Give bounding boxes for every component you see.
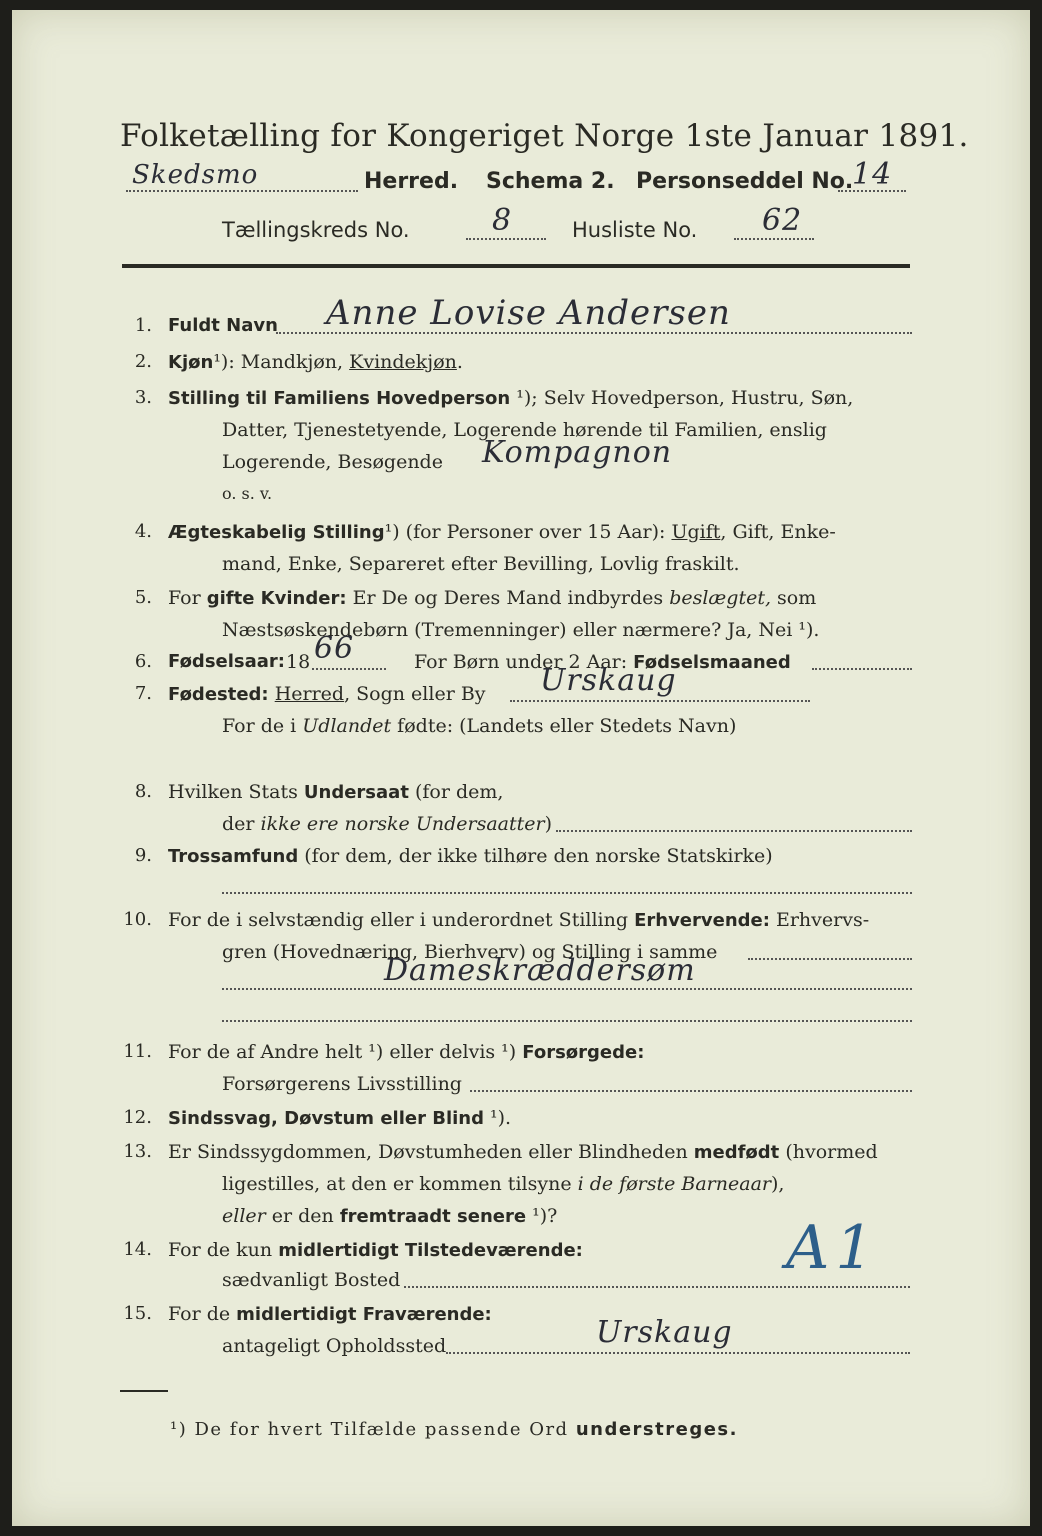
birthplace-dotted-line xyxy=(510,700,810,702)
childhood-text: i de første Barneaar xyxy=(577,1173,771,1195)
congenital-label: medfødt xyxy=(693,1142,780,1163)
text: Hvilken Stats xyxy=(168,781,304,803)
family-position-osv: o. s. v. xyxy=(222,484,273,503)
later-onset-label: fremtraadt senere xyxy=(339,1206,527,1227)
herred-label: Herred. xyxy=(364,169,459,194)
birth-month-dotted-line xyxy=(812,668,912,670)
item-number: 13. xyxy=(123,1141,152,1162)
temporary-absent-line-1 xyxy=(168,1302,492,1327)
birthplace-handwritten-value: Urskaug xyxy=(540,663,677,698)
family-position-line-1 xyxy=(168,386,853,411)
text: der xyxy=(222,813,261,835)
usual-residence-dotted-line xyxy=(404,1286,910,1288)
family-position-handwritten-value: Kompagnon xyxy=(482,435,673,470)
disability-label: Sindssvag, Døvstum eller Blind xyxy=(168,1108,484,1129)
temporary-present-line-2: sædvanligt Bosted xyxy=(222,1269,401,1291)
non-norwegian-text: ikke ere norske Undersaatter xyxy=(260,813,545,835)
probable-residence-handwritten-value: Urskaug xyxy=(596,1315,733,1350)
text: Er De og Deres Mand indbyrdes xyxy=(346,587,670,609)
footnote-mark: ¹). xyxy=(483,1107,512,1129)
married-women-line-1 xyxy=(168,586,816,611)
disability-line xyxy=(168,1106,511,1131)
marital-status-text-tail: , Gift, Enke- xyxy=(720,521,836,543)
herred-dotted-line xyxy=(126,190,358,192)
congenital-line-3 xyxy=(222,1204,557,1229)
footnote xyxy=(170,1418,738,1442)
sex-line xyxy=(168,350,463,375)
text: For de xyxy=(168,1303,237,1325)
header-rule xyxy=(122,264,910,268)
text: Er Sindssygdommen, Døvstumheden eller Blindheden xyxy=(168,1141,694,1163)
form-title: Folketælling for Kongeriget Norge 1ste Januar 1891. xyxy=(120,118,969,154)
margin-mark-blue: A1 xyxy=(786,1213,880,1283)
congenital-line-1 xyxy=(168,1140,878,1165)
item-number: 12. xyxy=(123,1107,152,1128)
text: (for dem, der ikke tilhøre den norske Statskirke) xyxy=(298,845,773,867)
supported-dotted-line xyxy=(470,1090,912,1092)
text: (for dem, xyxy=(408,781,504,803)
citizenship-label: Undersaat xyxy=(303,782,409,803)
item-number: 8. xyxy=(134,781,152,802)
text: ligestilles, at den er kommen tilsyne xyxy=(222,1173,578,1195)
birthplace-line-1 xyxy=(168,682,486,707)
citizenship-line-2 xyxy=(222,812,552,836)
footnote-underline-word: understreges. xyxy=(575,1419,738,1440)
text: ), xyxy=(771,1173,785,1195)
abroad-word: Udlandet xyxy=(302,715,392,737)
footnote-text: De for hvert Tilfælde passende Ord xyxy=(187,1419,576,1440)
family-position-options: ¹); Selv Hovedperson, Hustru, Søn, xyxy=(516,387,854,409)
text: eller xyxy=(222,1205,266,1227)
text: (hvormed xyxy=(779,1141,878,1163)
marital-status-label: Ægteskabelig Stilling xyxy=(168,522,385,543)
married-women-label: gifte Kvinder: xyxy=(206,588,347,609)
item-number: 2. xyxy=(134,351,152,372)
temporary-present-label: midlertidigt Tilstedeværende: xyxy=(278,1240,583,1261)
item-number: 6. xyxy=(134,651,152,672)
text: For de i selvstændig eller i underordnet Stilling xyxy=(168,909,635,931)
herred-handwritten-value: Skedsmo xyxy=(132,160,259,190)
temporary-absent-line-2: antageligt Opholdssted xyxy=(222,1335,447,1357)
occupation-label: Erhvervende: xyxy=(634,910,770,931)
temporary-absent-label: midlertidigt Fraværende: xyxy=(236,1304,492,1325)
occupation-handwritten-value: Dameskræddersøm xyxy=(384,953,696,988)
item-number: 11. xyxy=(123,1041,152,1062)
text: , Sogn eller By xyxy=(344,683,486,705)
occupation-dotted-line-3 xyxy=(222,1020,912,1022)
marital-status-line-2: mand, Enke, Separeret efter Bevilling, Lovlig fraskilt. xyxy=(222,553,740,575)
family-position-line-2: Datter, Tjenestetyende, Logerende hørende til Familien, enslig xyxy=(222,419,827,441)
sex-male-option: : Mandkjøn, xyxy=(228,351,350,373)
married-women-line-2: Næstsøskendebørn (Tremenninger) eller nærmere? Ja, Nei ¹). xyxy=(222,619,820,641)
text: ¹)? xyxy=(526,1205,558,1227)
text: For de i xyxy=(222,715,303,737)
text: For de af Andre helt ¹) eller delvis ¹) xyxy=(168,1041,523,1063)
marital-status-text: ¹) (for Personer over 15 Aar): xyxy=(384,521,672,543)
birth-year-dotted-line xyxy=(312,668,386,670)
marital-status-line-1 xyxy=(168,520,836,545)
birth-month-label: Fødselsmaaned xyxy=(633,652,791,673)
birth-year-label: Fødselsaar: xyxy=(168,651,285,672)
occupation-line-1 xyxy=(168,908,869,933)
birth-year-prefix: 18 xyxy=(286,651,311,673)
item-number: 15. xyxy=(123,1303,152,1324)
item-number: 10. xyxy=(123,909,152,930)
husliste-handwritten-value: 62 xyxy=(762,203,803,238)
religion-dotted-line xyxy=(222,892,912,894)
text: er den xyxy=(265,1205,340,1227)
item-number: 5. xyxy=(134,587,152,608)
text: som xyxy=(771,587,817,609)
marital-ugift-underlined: Ugift xyxy=(671,521,721,543)
family-position-line-3: Logerende, Besøgende xyxy=(222,451,443,473)
occupation-dotted-line-1 xyxy=(748,958,912,960)
item-number: 9. xyxy=(134,845,152,866)
item-number: 14. xyxy=(123,1239,152,1260)
item-number: 3. xyxy=(134,387,152,408)
birth-year-handwritten-value: 66 xyxy=(314,631,355,666)
religion-line xyxy=(168,844,773,869)
footnote-mark: ¹) xyxy=(170,1419,188,1440)
congenital-line-2 xyxy=(222,1172,784,1196)
footnote-mark: ¹) xyxy=(213,351,229,373)
text: For de kun xyxy=(168,1239,279,1261)
citizenship-dotted-line xyxy=(556,830,912,832)
occupation-dotted-line-2 xyxy=(222,988,912,990)
full-name-label: Fuldt Navn xyxy=(168,315,278,336)
text: ) xyxy=(544,813,552,835)
related-word: beslægtet, xyxy=(669,587,772,609)
family-position-label: Stilling til Familiens Hovedperson xyxy=(168,388,511,409)
sex-female-option-underlined: Kvindekjøn xyxy=(349,351,457,373)
item-number: 7. xyxy=(134,683,152,704)
supported-label: Forsørgede: xyxy=(522,1042,645,1063)
occupation-line-2: gren (Hovednæring, Bierhverv) og Stilling i samme xyxy=(222,941,718,963)
personseddel-handwritten-value: 14 xyxy=(852,157,893,192)
footnote-rule xyxy=(120,1390,168,1392)
text: For xyxy=(168,587,207,609)
full-name-handwritten-value: Anne Lovise Andersen xyxy=(326,293,731,333)
husliste-label: Husliste No. xyxy=(572,218,698,242)
probable-residence-dotted-line xyxy=(446,1352,910,1354)
birthplace-line-2 xyxy=(222,714,736,738)
personseddel-label: Personseddel No. xyxy=(636,169,854,194)
period: . xyxy=(456,351,463,373)
husliste-dotted-line xyxy=(734,238,814,240)
birthplace-label: Fødested: xyxy=(168,684,269,705)
supported-line-1 xyxy=(168,1040,644,1065)
religion-label: Trossamfund xyxy=(168,846,299,867)
item-number: 4. xyxy=(134,521,152,542)
schema-label: Schema 2. xyxy=(486,169,615,194)
text: For Børn under 2 Aar: xyxy=(414,651,634,673)
citizenship-line-1 xyxy=(168,780,503,805)
kreds-handwritten-value: 8 xyxy=(492,203,513,238)
kreds-dotted-line xyxy=(466,238,546,240)
text: fødte: (Landets eller Stedets Navn) xyxy=(391,715,737,737)
text: Erhvervs- xyxy=(769,909,870,931)
supported-line-2: Forsørgerens Livsstilling xyxy=(222,1073,462,1095)
item-number: 1. xyxy=(134,315,152,336)
temporary-present-line-1 xyxy=(168,1238,583,1263)
kreds-label: Tællingskreds No. xyxy=(222,218,410,242)
sex-label: Kjøn xyxy=(168,352,214,373)
birthplace-herred-underlined: Herred xyxy=(274,683,345,705)
